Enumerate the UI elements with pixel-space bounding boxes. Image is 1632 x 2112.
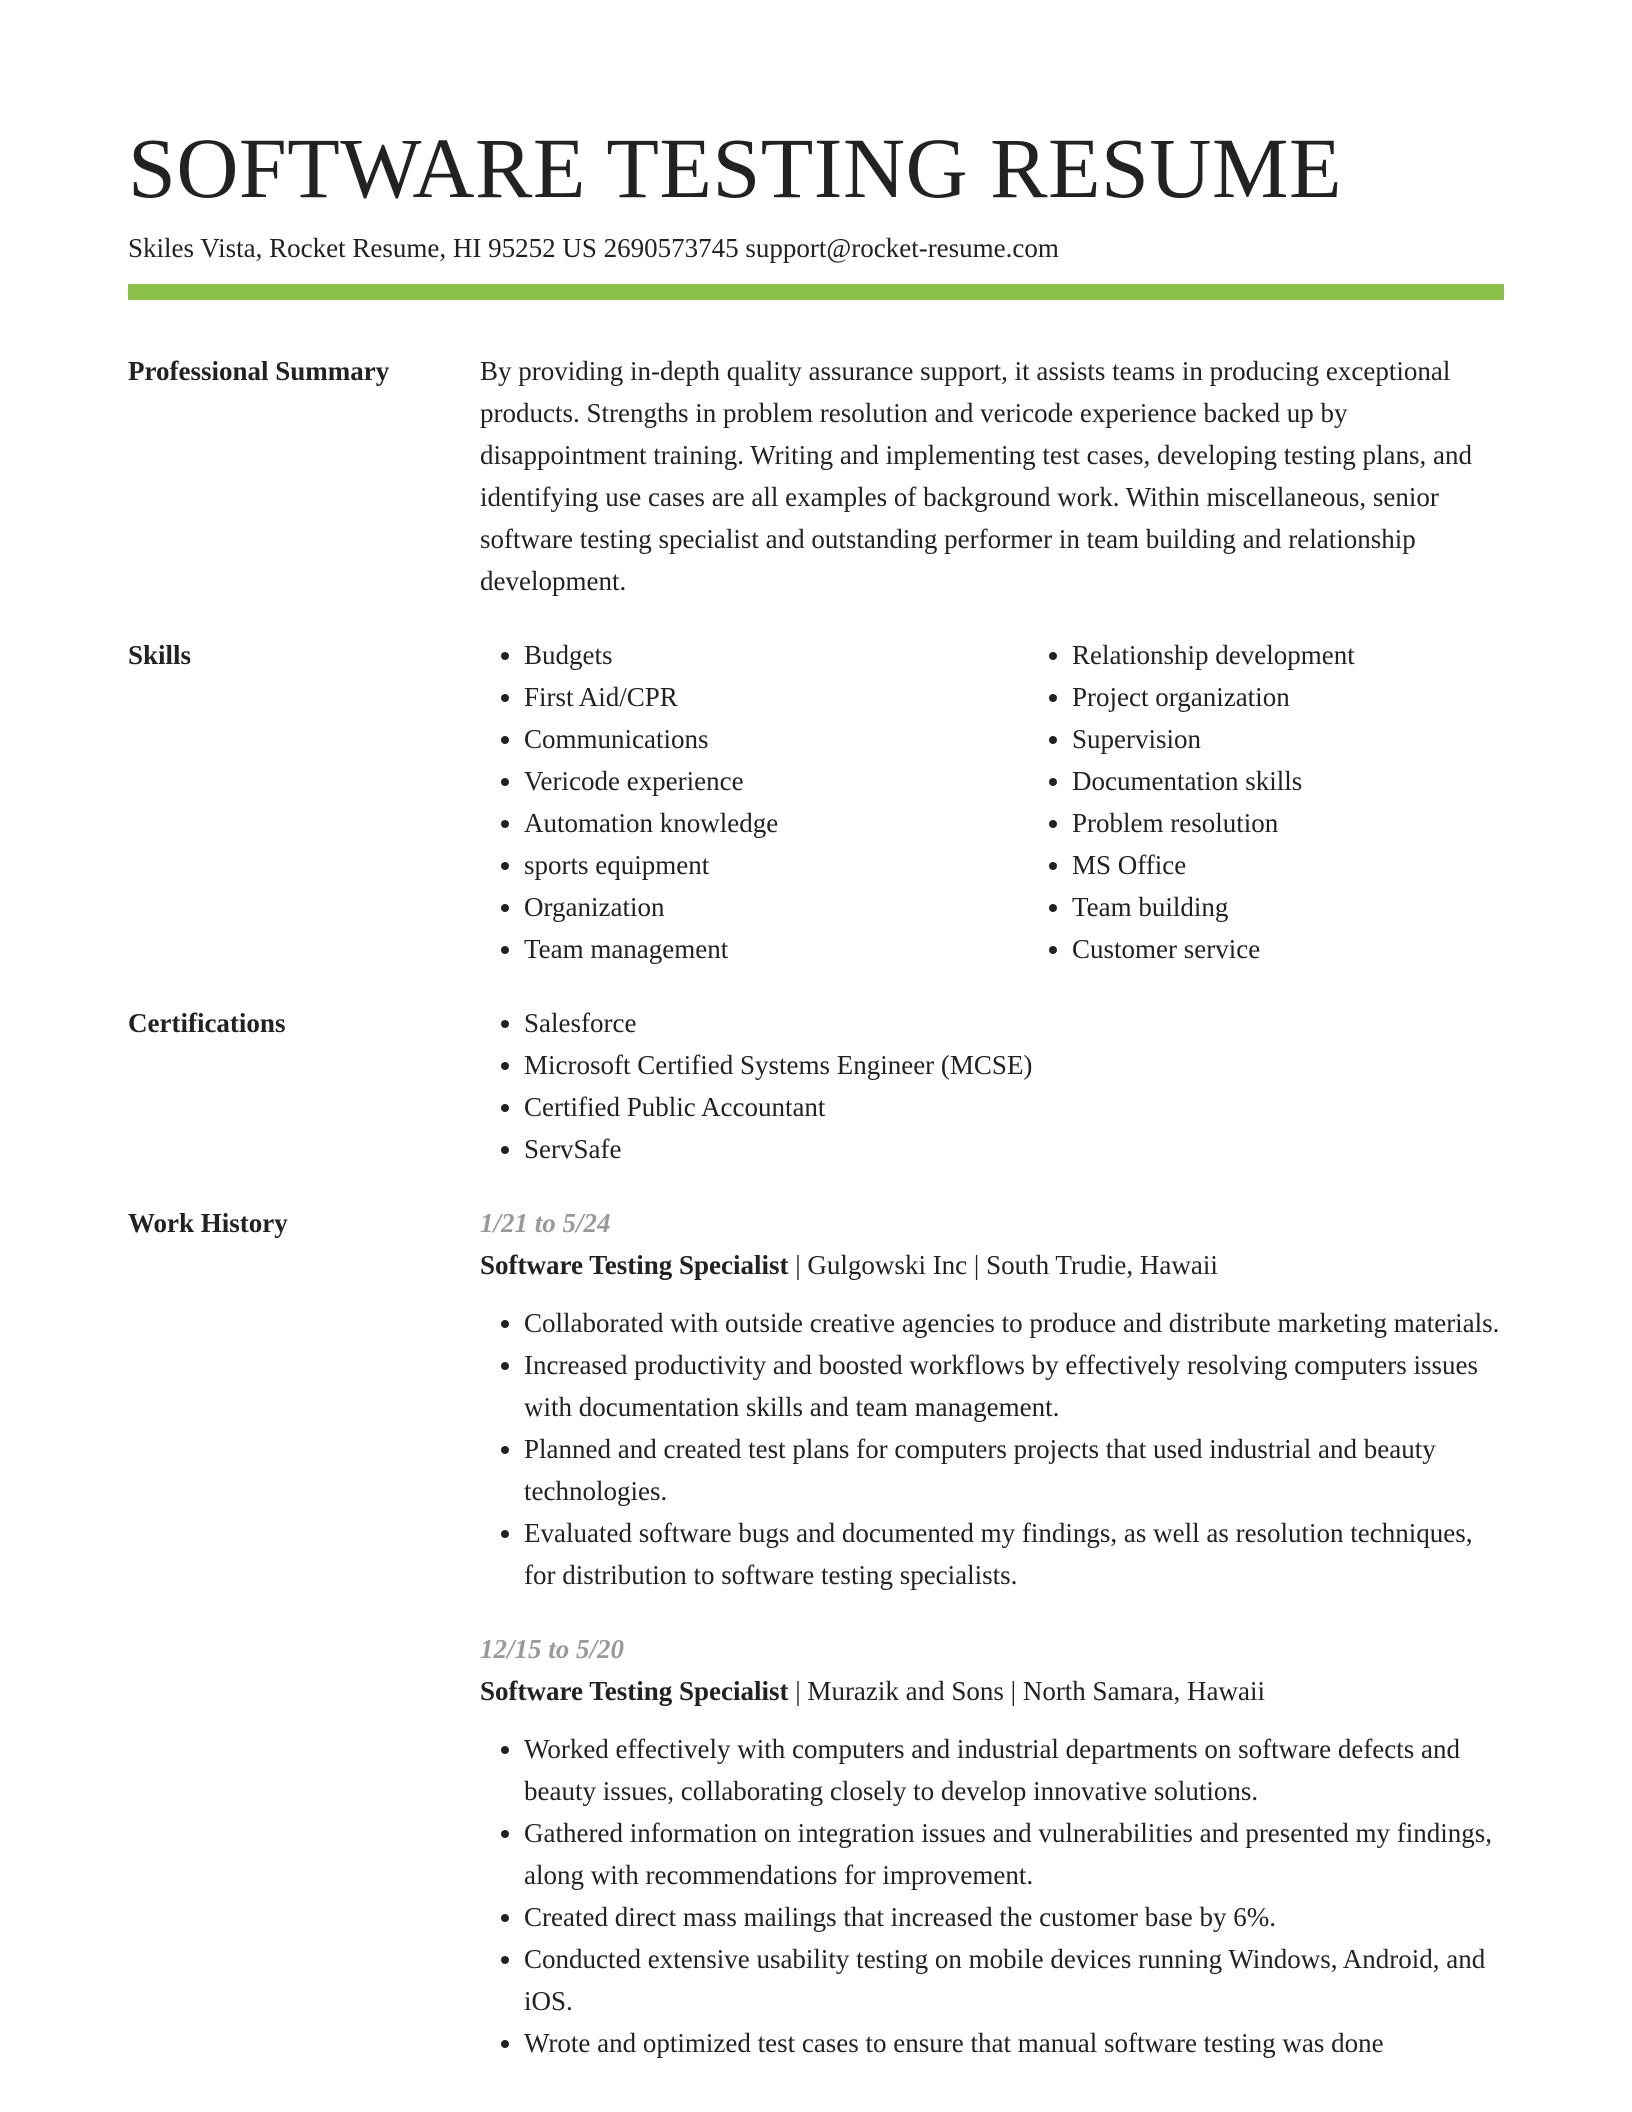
job-role: Software Testing Specialist [480, 1250, 789, 1280]
summary-text: By providing in-depth quality assurance support, it assists teams in producing exceptional products. Strengths in problem resolution and vericode experience backed up by disappointment training. Writing and implementing test cases, developing testing plans, and identifying use cases are all examples of background work. Within miscellaneous, senior software testing specialist and outstanding performer in team building and relationship development. [480, 356, 1472, 596]
resume-title: SOFTWARE TESTING RESUME [128, 120, 1342, 216]
job-bullet: • Collaborated with outside creative agencies to produce and distribute marketing materials. [524, 1302, 1504, 1344]
job-bullet: • Increased productivity and boosted workflows by effectively resolving computers issues with documentation skills and team management. [524, 1344, 1504, 1428]
skill-item: • Team building [1072, 886, 1576, 928]
job-entry [480, 1202, 1504, 1596]
summary-heading: Professional Summary [128, 356, 390, 386]
contact-phone: 2690573745 [603, 233, 739, 263]
job-bullets [480, 1302, 1504, 1596]
skill-item: • Project organization [1072, 676, 1576, 718]
job-role: Software Testing Specialist [480, 1676, 789, 1706]
skill-item: • Supervision [1072, 718, 1576, 760]
job-bullet: • Planned and created test plans for computers projects that used industrial and beauty technologies. [524, 1428, 1504, 1512]
skill-item: • Budgets [524, 634, 1028, 676]
skill-item: • Communications [524, 718, 1028, 760]
certifications-list [480, 1002, 1504, 1170]
skill-item: • Documentation skills [1072, 760, 1576, 802]
skills-heading: Skills [128, 640, 192, 670]
job-dates: 1/21 to 5/24 [480, 1208, 611, 1238]
work-history-body [480, 1202, 1504, 2064]
certification-item: • Certified Public Accountant [524, 1086, 1504, 1128]
skill-item: • Organization [524, 886, 1028, 928]
skill-item: • Automation knowledge [524, 802, 1028, 844]
summary-section [128, 350, 1504, 602]
job-company-location: | Murazik and Sons | North Samara, Hawaii [788, 1676, 1265, 1706]
job-bullet: • Evaluated software bugs and documented my findings, as well as resolution techniques, for distribution to software testing specialists. [524, 1512, 1504, 1596]
skill-item: • First Aid/CPR [524, 676, 1028, 718]
certifications-heading: Certifications [128, 1008, 286, 1038]
job-header [480, 1244, 1504, 1286]
job-bullets [480, 1728, 1504, 2064]
certification-item: • ServSafe [524, 1128, 1504, 1170]
skill-item: • Problem resolution [1072, 802, 1576, 844]
skill-item: • Relationship development [1072, 634, 1576, 676]
certification-item: • Salesforce [524, 1002, 1504, 1044]
skill-item: • Vericode experience [524, 760, 1028, 802]
work-history-section [128, 1202, 1504, 2064]
contact-line [128, 230, 1504, 266]
job-bullet: • Created direct mass mailings that increased the customer base by 6%. [524, 1896, 1504, 1938]
certification-item: • Microsoft Certified Systems Engineer (MCSE) [524, 1044, 1504, 1086]
skill-item: • sports equipment [524, 844, 1028, 886]
skills-grid [480, 634, 1576, 970]
work-history-heading: Work History [128, 1208, 288, 1238]
contact-email: support@rocket-resume.com [745, 233, 1059, 263]
resume-page [128, 118, 1504, 2064]
job-dates: 12/15 to 5/20 [480, 1634, 625, 1664]
accent-divider [128, 284, 1504, 300]
job-header [480, 1670, 1504, 1712]
skill-item: • Customer service [1072, 928, 1576, 970]
skills-list-left [480, 634, 1028, 970]
skills-section [128, 634, 1504, 970]
contact-address: Skiles Vista, Rocket Resume, HI 95252 US [128, 233, 597, 263]
skill-item: • MS Office [1072, 844, 1576, 886]
skills-list-right [1028, 634, 1576, 970]
job-bullet: • Wrote and optimized test cases to ensure that manual software testing was done [524, 2022, 1504, 2064]
skill-item: • Team management [524, 928, 1028, 970]
job-company-location: | Gulgowski Inc | South Trudie, Hawaii [788, 1250, 1218, 1280]
job-bullet: • Gathered information on integration issues and vulnerabilities and presented my findings, along with recommendations for improvement. [524, 1812, 1504, 1896]
certifications-body [480, 1002, 1504, 1170]
job-bullet: • Conducted extensive usability testing on mobile devices running Windows, Android, and iOS. [524, 1938, 1504, 2022]
job-bullet: • Worked effectively with computers and industrial departments on software defects and beauty issues, collaborating closely to develop innovative solutions. [524, 1728, 1504, 1812]
job-entry [480, 1628, 1504, 2064]
certifications-section [128, 1002, 1504, 1170]
